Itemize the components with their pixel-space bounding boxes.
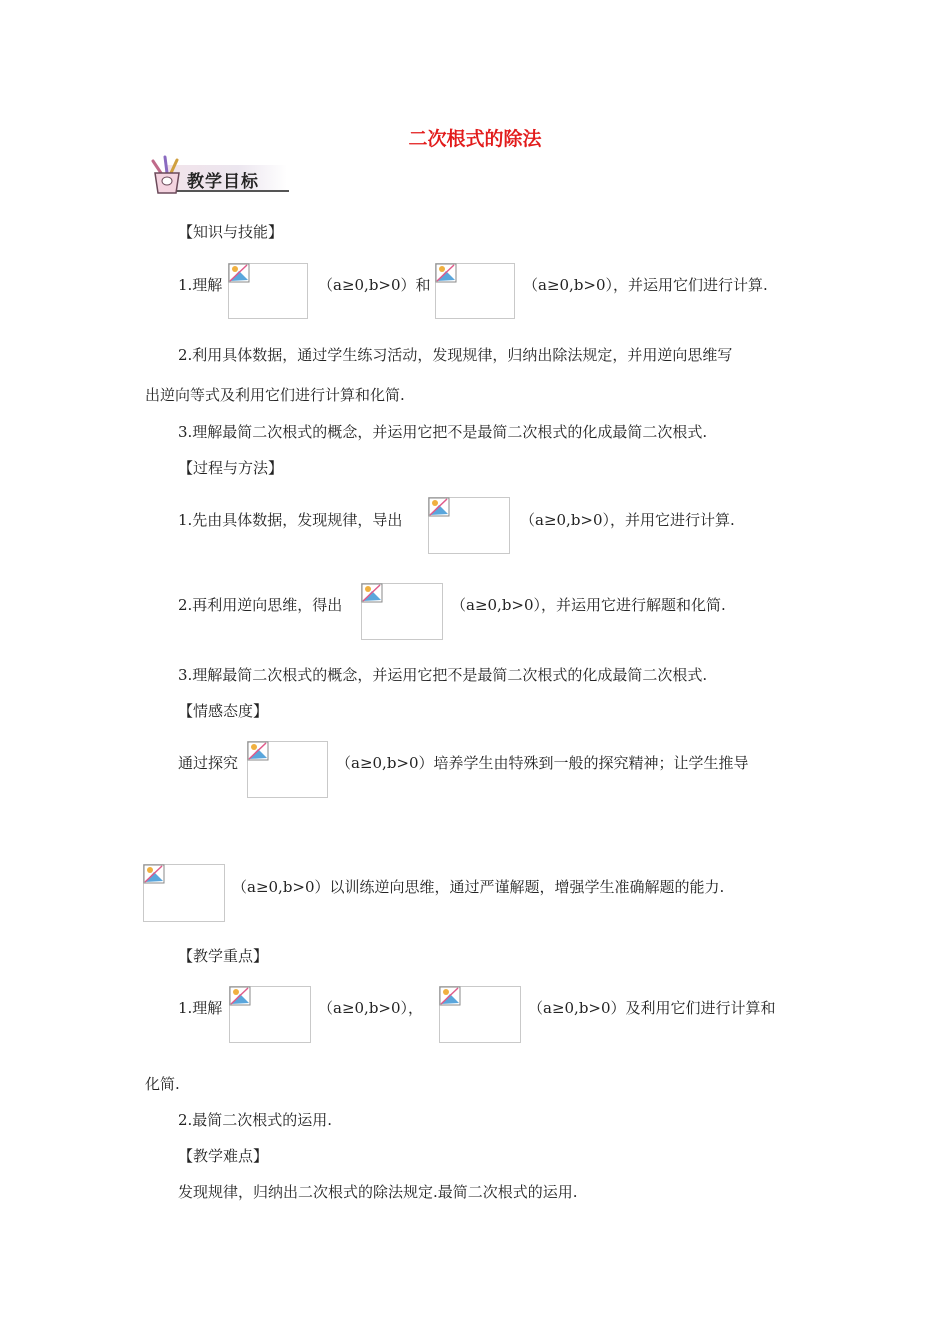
section-banner — [143, 155, 289, 197]
formula-image-placeholder — [439, 986, 521, 1043]
emotion-item-1-prefix: 通过探究 — [178, 754, 239, 772]
knowledge-item-2-line-1: 2.利用具体数据，通过学生练习活动，发现规律，归纳出除法规定，并用逆向思维写 — [178, 346, 733, 364]
process-item-1-suffix: （a≥0,b>0），并用它进行计算. — [520, 511, 735, 529]
difficulty-1: 发现规律，归纳出二次根式的除法规定.最简二次根式的运用. — [178, 1183, 578, 1201]
image-placeholder-icon — [229, 986, 251, 1006]
emotion-item-1-suffix: （a≥0,b>0）培养学生由特殊到一般的探究精神；让学生推导 — [336, 754, 749, 772]
formula-image-placeholder — [428, 497, 510, 554]
key-point-1-suffix: （a≥0,b>0）及利用它们进行计算和 — [528, 999, 776, 1017]
key-point-2: 2.最简二次根式的运用. — [178, 1111, 333, 1129]
image-placeholder-icon — [247, 741, 269, 761]
image-placeholder-icon — [428, 497, 450, 517]
knowledge-item-2-line-2: 出逆向等式及利用它们进行计算和化简. — [145, 386, 405, 404]
formula-image-placeholder — [229, 986, 311, 1043]
section-heading-process: 【过程与方法】 — [178, 459, 284, 477]
pen-holder-icon — [143, 155, 187, 197]
knowledge-item-1-prefix: 1.理解 — [178, 276, 223, 294]
section-heading-knowledge: 【知识与技能】 — [178, 223, 284, 241]
section-heading-key-points: 【教学重点】 — [178, 947, 269, 965]
key-point-1-mid: （a≥0,b>0）， — [318, 999, 424, 1017]
knowledge-item-1-suffix: （a≥0,b>0），并运用它们进行计算. — [523, 276, 768, 294]
process-item-1-prefix: 1.先由具体数据，发现规律，导出 — [178, 511, 403, 529]
key-point-1-prefix: 1.理解 — [178, 999, 223, 1017]
section-heading-emotion: 【情感态度】 — [178, 702, 269, 720]
image-placeholder-icon — [361, 583, 383, 603]
image-placeholder-icon — [439, 986, 461, 1006]
knowledge-item-1-mid: （a≥0,b>0）和 — [318, 276, 431, 294]
formula-image-placeholder — [143, 864, 225, 922]
emotion-item-2-suffix: （a≥0,b>0）以训练逆向思维，通过严谨解题，增强学生准确解题的能力. — [232, 878, 725, 896]
knowledge-item-3: 3.理解最简二次根式的概念，并运用它把不是最简二次根式的化成最简二次根式. — [178, 423, 708, 441]
formula-image-placeholder — [435, 263, 515, 319]
process-item-3: 3.理解最简二次根式的概念，并运用它把不是最简二次根式的化成最简二次根式. — [178, 666, 708, 684]
process-item-2-prefix: 2.再利用逆向思维，得出 — [178, 596, 343, 614]
section-heading-difficulties: 【教学难点】 — [178, 1147, 269, 1165]
key-point-1-line-2: 化简. — [145, 1075, 180, 1093]
formula-image-placeholder — [361, 583, 443, 640]
formula-image-placeholder — [247, 741, 328, 798]
process-item-2-suffix: （a≥0,b>0），并运用它进行解题和化简. — [451, 596, 726, 614]
page-title: 二次根式的除法 — [408, 128, 542, 150]
image-placeholder-icon — [435, 263, 457, 283]
image-placeholder-icon — [143, 864, 165, 884]
image-placeholder-icon — [228, 263, 250, 283]
formula-image-placeholder — [228, 263, 308, 319]
banner-label: 教学目标 — [187, 172, 259, 192]
